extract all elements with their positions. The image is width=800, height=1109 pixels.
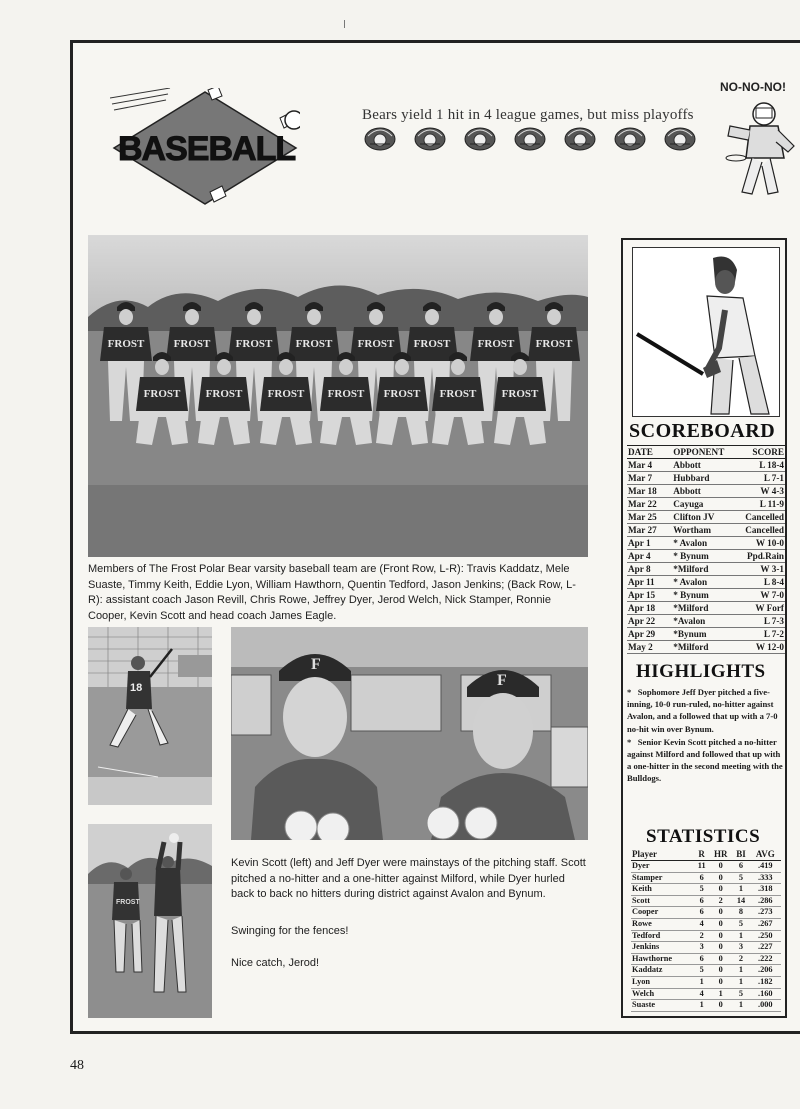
player-name: Hawthorne bbox=[631, 953, 694, 965]
stats-row bbox=[631, 861, 781, 873]
game-score: L 7-2 bbox=[737, 628, 785, 641]
glove-icon bbox=[464, 126, 496, 152]
game-opponent: *Milford bbox=[663, 602, 736, 615]
jersey-text: FROST bbox=[116, 899, 140, 906]
glove-icon bbox=[364, 126, 396, 152]
player-name: Rowe bbox=[631, 918, 694, 930]
player-bi: 1 bbox=[732, 884, 749, 896]
scoreboard-table bbox=[627, 445, 785, 654]
game-opponent: * Avalon bbox=[663, 537, 736, 550]
player-bi: 1 bbox=[732, 930, 749, 942]
game-opponent: Abbott bbox=[663, 459, 736, 472]
glove-row bbox=[364, 126, 696, 152]
game-opponent: Abbott bbox=[663, 485, 736, 498]
stats-row bbox=[631, 953, 781, 965]
col-bi: BI bbox=[732, 849, 749, 861]
player-bi: 1 bbox=[732, 1000, 749, 1012]
svg-text:FROST: FROST bbox=[383, 388, 421, 400]
svg-text:FROST: FROST bbox=[535, 338, 573, 350]
player-hr: 0 bbox=[709, 907, 732, 919]
col-player: Player bbox=[631, 849, 694, 861]
game-score: L 8-4 bbox=[737, 576, 785, 589]
scoreboard-row bbox=[627, 641, 785, 654]
stats-row bbox=[631, 884, 781, 896]
scoreboard-row bbox=[627, 459, 785, 472]
statistics-title: STATISTICS bbox=[646, 826, 761, 847]
player-hr: 0 bbox=[709, 1000, 732, 1012]
team-photo bbox=[88, 235, 588, 557]
batter-caption: Swinging for the fences! bbox=[231, 925, 349, 937]
player-name: Cooper bbox=[631, 907, 694, 919]
player-runs: 4 bbox=[694, 988, 709, 1000]
glove-icon bbox=[614, 126, 646, 152]
player-avg: .318 bbox=[750, 884, 781, 896]
game-opponent: * Avalon bbox=[663, 576, 736, 589]
player-avg: .267 bbox=[750, 918, 781, 930]
player-avg: .333 bbox=[750, 872, 781, 884]
player-bi: 5 bbox=[732, 918, 749, 930]
cap-letter-left: F bbox=[311, 656, 321, 673]
game-date: Apr 18 bbox=[627, 602, 663, 615]
player-bi: 1 bbox=[732, 976, 749, 988]
highlight-item: * Senior Kevin Scott pitched a no-hitter against Milford and followed that up with a one-hitter in the second meeting with the Bulldogs. bbox=[627, 736, 783, 784]
player-name: Dyer bbox=[631, 861, 694, 873]
game-date: Apr 11 bbox=[627, 576, 663, 589]
scoreboard-row bbox=[627, 472, 785, 485]
player-bi: 6 bbox=[732, 861, 749, 873]
player-bi: 3 bbox=[732, 942, 749, 954]
scoreboard-row bbox=[627, 602, 785, 615]
svg-text:FROST: FROST bbox=[173, 338, 211, 350]
stats-row bbox=[631, 930, 781, 942]
player-runs: 6 bbox=[694, 953, 709, 965]
svg-text:FROST: FROST bbox=[205, 388, 243, 400]
player-runs: 4 bbox=[694, 918, 709, 930]
player-avg: .222 bbox=[750, 953, 781, 965]
statistics-table bbox=[631, 849, 781, 1012]
game-score: L 18-4 bbox=[737, 459, 785, 472]
cap-letter-right: F bbox=[497, 672, 507, 689]
stats-row bbox=[631, 907, 781, 919]
player-runs: 5 bbox=[694, 884, 709, 896]
player-bi: 5 bbox=[732, 872, 749, 884]
scoreboard-row bbox=[627, 550, 785, 563]
game-date: Mar 18 bbox=[627, 485, 663, 498]
stats-row bbox=[631, 895, 781, 907]
scoreboard-row bbox=[627, 628, 785, 641]
highlights-list bbox=[627, 686, 783, 786]
player-hr: 0 bbox=[709, 953, 732, 965]
scoreboard-row bbox=[627, 576, 785, 589]
player-bi: 5 bbox=[732, 988, 749, 1000]
game-opponent: * Bynum bbox=[663, 550, 736, 563]
player-name: Stamper bbox=[631, 872, 694, 884]
stats-row bbox=[631, 988, 781, 1000]
player-hr: 0 bbox=[709, 965, 732, 977]
col-score: SCORE bbox=[737, 446, 785, 459]
svg-text:FROST: FROST bbox=[295, 338, 333, 350]
svg-text:FROST: FROST bbox=[143, 388, 181, 400]
scoreboard-row bbox=[627, 524, 785, 537]
svg-text:FROST: FROST bbox=[235, 338, 273, 350]
player-hr: 0 bbox=[709, 872, 732, 884]
scoreboard-row bbox=[627, 537, 785, 550]
game-score: W Forf bbox=[737, 602, 785, 615]
player-runs: 6 bbox=[694, 907, 709, 919]
scoreboard-title: SCOREBOARD bbox=[629, 420, 776, 442]
highlights-title: HIGHLIGHTS bbox=[636, 661, 766, 682]
player-hr: 0 bbox=[709, 976, 732, 988]
game-score: W 10-0 bbox=[737, 537, 785, 550]
player-runs: 11 bbox=[694, 861, 709, 873]
player-runs: 6 bbox=[694, 895, 709, 907]
col-runs: R bbox=[694, 849, 709, 861]
player-name: Scott bbox=[631, 895, 694, 907]
stats-row bbox=[631, 918, 781, 930]
game-score: L 7-3 bbox=[737, 615, 785, 628]
player-bi: 14 bbox=[732, 895, 749, 907]
player-hr: 2 bbox=[709, 895, 732, 907]
player-avg: .227 bbox=[750, 942, 781, 954]
batter-illustration-box bbox=[632, 247, 780, 417]
scoreboard-row bbox=[627, 589, 785, 602]
logo-title: BASEBALL bbox=[118, 130, 296, 168]
game-score: L 7-1 bbox=[737, 472, 785, 485]
glove-icon bbox=[514, 126, 546, 152]
svg-text:FROST: FROST bbox=[107, 338, 145, 350]
svg-text:FROST: FROST bbox=[501, 388, 539, 400]
player-bi: 1 bbox=[732, 965, 749, 977]
player-name: Welch bbox=[631, 988, 694, 1000]
game-score: L 11-9 bbox=[737, 498, 785, 511]
svg-text:FROST: FROST bbox=[439, 388, 477, 400]
player-avg: .000 bbox=[750, 1000, 781, 1012]
game-score: Cancelled bbox=[737, 524, 785, 537]
game-date: Mar 4 bbox=[627, 459, 663, 472]
game-opponent: *Milford bbox=[663, 563, 736, 576]
col-date: DATE bbox=[627, 446, 663, 459]
player-hr: 0 bbox=[709, 918, 732, 930]
stats-row bbox=[631, 942, 781, 954]
pitchers-caption: Kevin Scott (left) and Jeff Dyer were mainstays of the pitching staff. Scott pitched a no-hitter and a one-hitter against Milford, while Dyer hurled back to back no hitters during district against Avalon and Bynum. bbox=[231, 857, 586, 900]
player-bi: 8 bbox=[732, 907, 749, 919]
page-number: 48 bbox=[70, 1058, 84, 1073]
print-speck bbox=[344, 20, 345, 28]
stats-header-row bbox=[631, 849, 781, 861]
player-bi: 2 bbox=[732, 953, 749, 965]
player-name: Suaste bbox=[631, 1000, 694, 1012]
game-score: W 7-0 bbox=[737, 589, 785, 602]
glove-icon bbox=[664, 126, 696, 152]
game-date: Apr 8 bbox=[627, 563, 663, 576]
col-hr: HR bbox=[709, 849, 732, 861]
jersey-number: 18 bbox=[130, 682, 143, 694]
game-score: W 4-3 bbox=[737, 485, 785, 498]
stats-row bbox=[631, 1000, 781, 1012]
scoreboard-row bbox=[627, 498, 785, 511]
player-runs: 1 bbox=[694, 1000, 709, 1012]
game-score: W 3-1 bbox=[737, 563, 785, 576]
sidebar-teaser: NO-NO-NO! bbox=[720, 80, 786, 94]
batter-illustration bbox=[633, 248, 779, 416]
game-opponent: Wortham bbox=[663, 524, 736, 537]
game-date: Mar 22 bbox=[627, 498, 663, 511]
game-date: Apr 4 bbox=[627, 550, 663, 563]
scoreboard-row bbox=[627, 615, 785, 628]
player-runs: 1 bbox=[694, 976, 709, 988]
team-photo-caption: Members of The Frost Polar Bear varsity baseball team are (Front Row, L-R): Travis Kaddatz, Mele Suaste, Timmy Keith, Eddie Lyon, William Hawthorn, Quentin Tedford, Jason Jenkins; (Back Row, L-R): assistant coach Jason Revill, Chris Rowe, Jeffrey Dyer, Jerod Welch, Nick Stamper, Ronnie Cooper, Kevin Scott and head coach James Eagle. bbox=[88, 563, 576, 622]
game-opponent: *Milford bbox=[663, 641, 736, 654]
game-date: Mar 27 bbox=[627, 524, 663, 537]
game-opponent: Cayuga bbox=[663, 498, 736, 511]
player-name: Kaddatz bbox=[631, 965, 694, 977]
player-runs: 5 bbox=[694, 965, 709, 977]
col-opponent: OPPONENT bbox=[663, 446, 736, 459]
player-hr: 0 bbox=[709, 861, 732, 873]
scoreboard-header-row bbox=[627, 446, 785, 459]
player-avg: .206 bbox=[750, 965, 781, 977]
stats-row bbox=[631, 976, 781, 988]
stats-row bbox=[631, 872, 781, 884]
player-runs: 3 bbox=[694, 942, 709, 954]
game-opponent: Clifton JV bbox=[663, 511, 736, 524]
player-hr: 0 bbox=[709, 930, 732, 942]
game-score: W 12-0 bbox=[737, 641, 785, 654]
player-avg: .160 bbox=[750, 988, 781, 1000]
col-avg: AVG bbox=[750, 849, 781, 861]
game-date: Apr 1 bbox=[627, 537, 663, 550]
player-name: Jenkins bbox=[631, 942, 694, 954]
player-name: Lyon bbox=[631, 976, 694, 988]
highlight-item: * Sophomore Jeff Dyer pitched a five-inning, 10-0 run-ruled, no-hitter against Avalon, and a followed that up with a 7-0 no-hit win over Bynum. bbox=[627, 687, 778, 734]
umpire-illustration bbox=[724, 96, 796, 200]
catch-photo bbox=[88, 824, 212, 1018]
scoreboard-row bbox=[627, 511, 785, 524]
player-hr: 1 bbox=[709, 988, 732, 1000]
svg-text:FROST: FROST bbox=[267, 388, 305, 400]
game-opponent: Hubbard bbox=[663, 472, 736, 485]
scoreboard-row bbox=[627, 563, 785, 576]
player-avg: .250 bbox=[750, 930, 781, 942]
game-opponent: * Bynum bbox=[663, 589, 736, 602]
scoreboard-row bbox=[627, 485, 785, 498]
player-hr: 0 bbox=[709, 942, 732, 954]
player-name: Tedford bbox=[631, 930, 694, 942]
player-avg: .182 bbox=[750, 976, 781, 988]
svg-text:FROST: FROST bbox=[477, 338, 515, 350]
player-avg: .273 bbox=[750, 907, 781, 919]
batter-photo bbox=[88, 627, 212, 805]
stats-row bbox=[631, 965, 781, 977]
game-score: Ppd.Rain bbox=[737, 550, 785, 563]
catch-caption: Nice catch, Jerod! bbox=[231, 957, 320, 969]
game-date: May 2 bbox=[627, 641, 663, 654]
svg-text:FROST: FROST bbox=[357, 338, 395, 350]
player-avg: .286 bbox=[750, 895, 781, 907]
player-name: Keith bbox=[631, 884, 694, 896]
game-date: Mar 7 bbox=[627, 472, 663, 485]
game-score: Cancelled bbox=[737, 511, 785, 524]
player-avg: .419 bbox=[750, 861, 781, 873]
player-runs: 2 bbox=[694, 930, 709, 942]
game-date: Mar 25 bbox=[627, 511, 663, 524]
pitchers-photo bbox=[231, 627, 588, 840]
game-date: Apr 22 bbox=[627, 615, 663, 628]
glove-icon bbox=[414, 126, 446, 152]
game-date: Apr 15 bbox=[627, 589, 663, 602]
game-opponent: *Bynum bbox=[663, 628, 736, 641]
glove-icon bbox=[564, 126, 596, 152]
svg-text:FROST: FROST bbox=[327, 388, 365, 400]
player-runs: 6 bbox=[694, 872, 709, 884]
player-hr: 0 bbox=[709, 884, 732, 896]
headline: Bears yield 1 hit in 4 league games, but miss playoffs bbox=[362, 107, 694, 123]
svg-text:FROST: FROST bbox=[413, 338, 451, 350]
game-opponent: *Avalon bbox=[663, 615, 736, 628]
game-date: Apr 29 bbox=[627, 628, 663, 641]
